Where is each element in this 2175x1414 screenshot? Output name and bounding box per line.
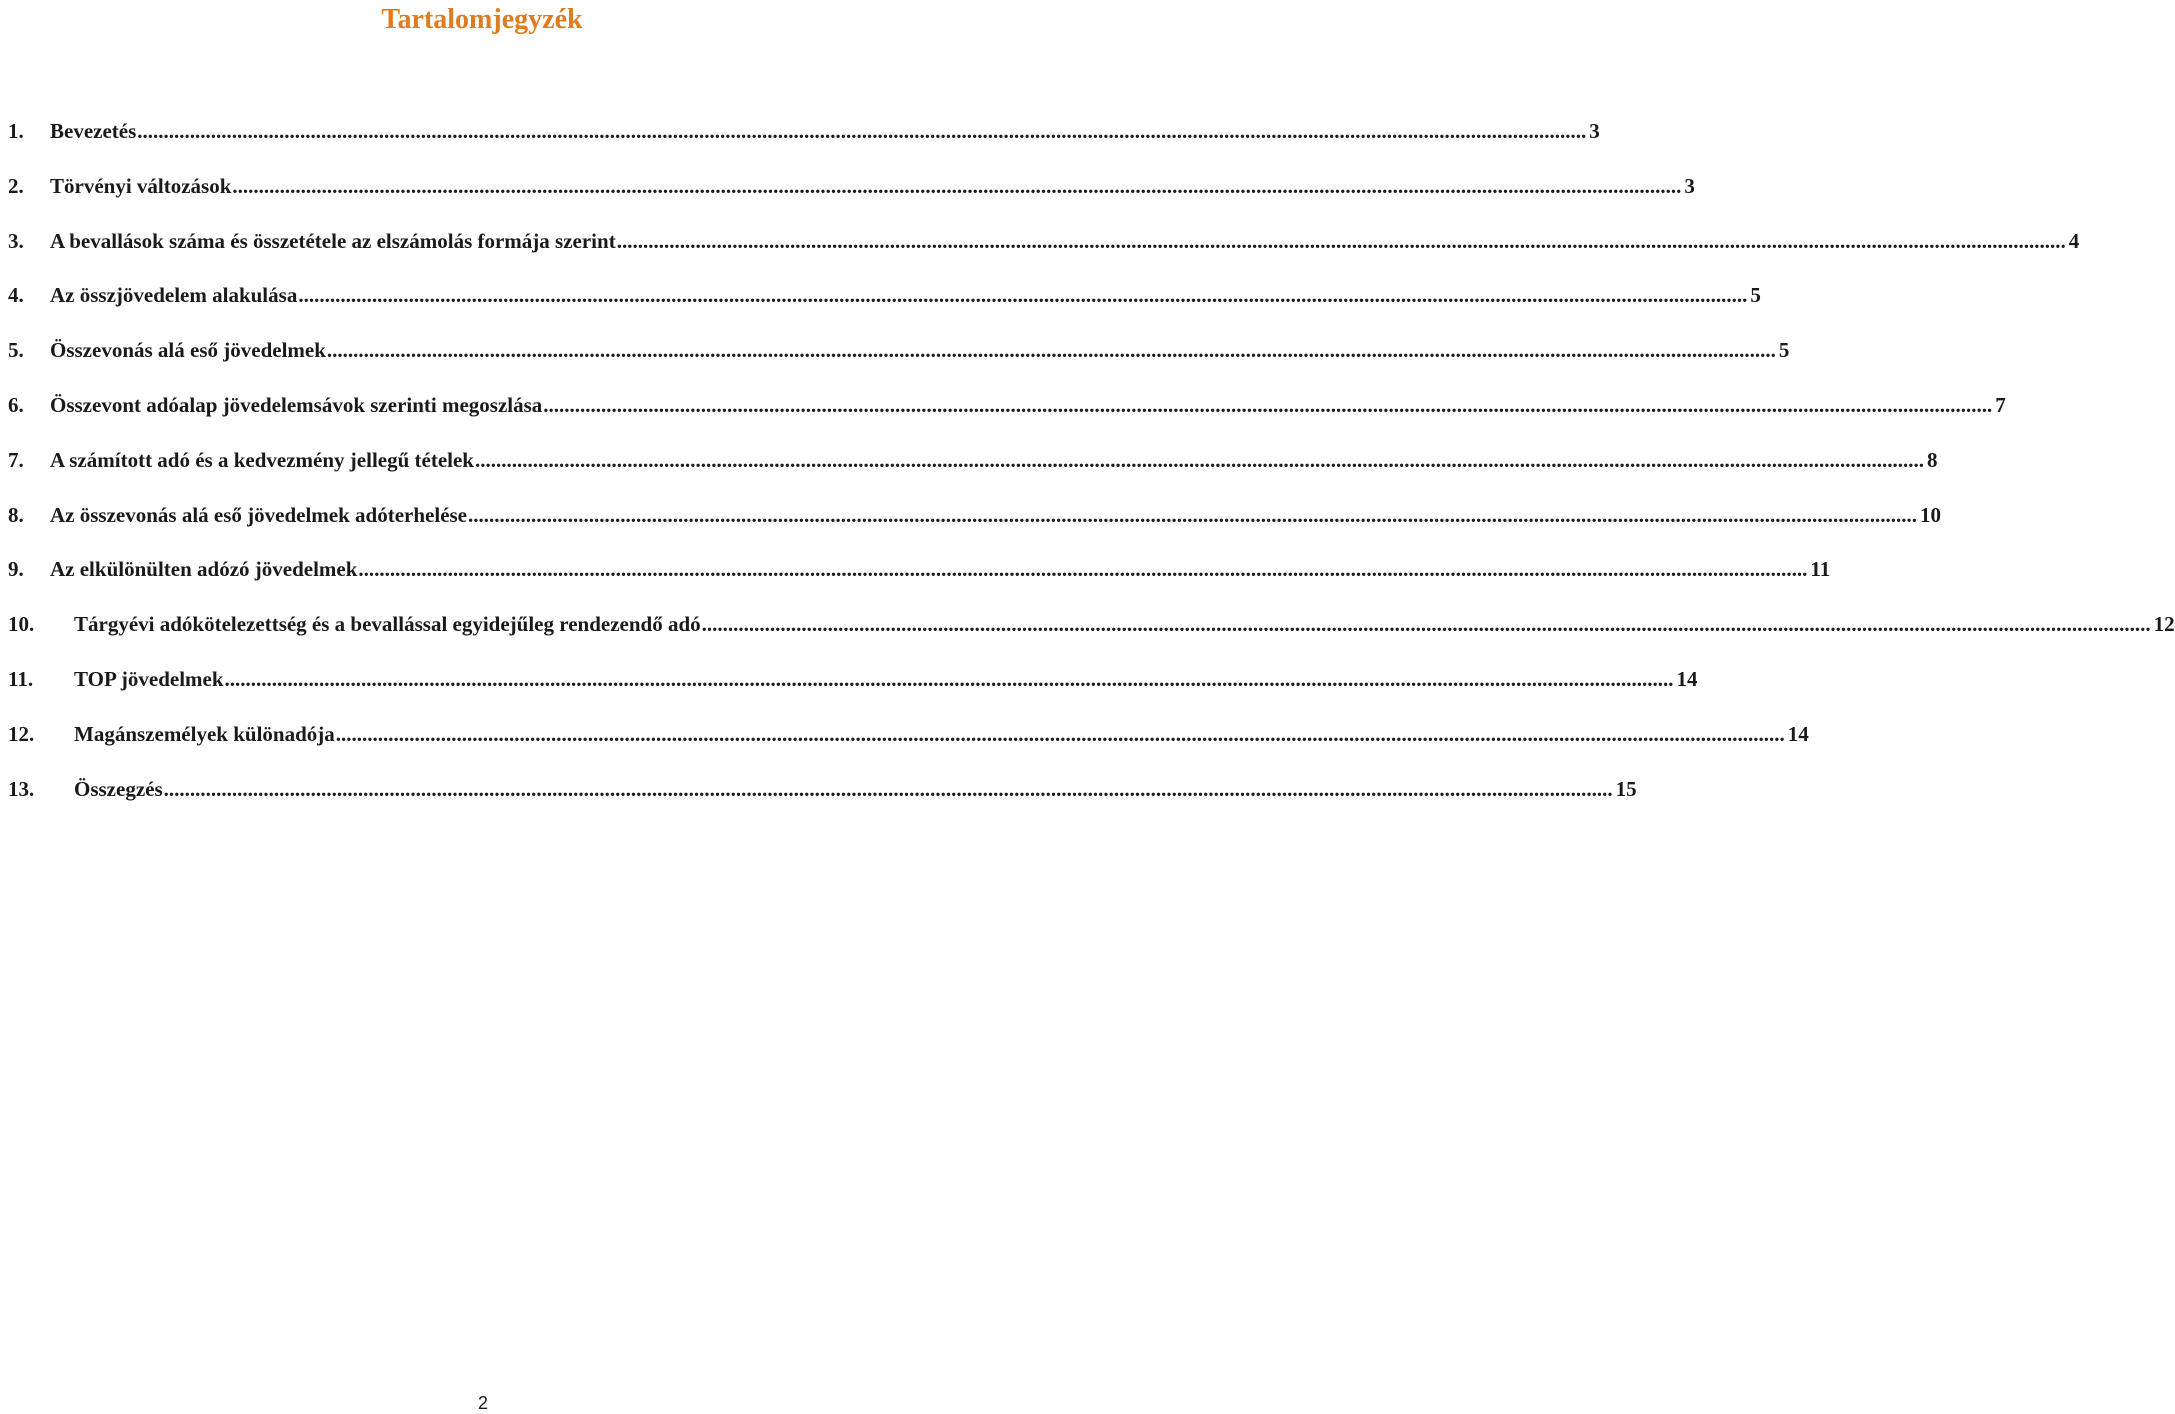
toc-entry-title: Az összevonás alá eső jövedelmek adóterhelése [50,503,468,527]
toc-entry-11[interactable] [8,664,1698,694]
dot-leader [327,335,1776,365]
dot-leader [298,280,1747,310]
dot-leader [164,774,1613,804]
toc-entry-page: 3 [1589,119,1600,143]
toc-entry-number: 10. [8,612,35,636]
dot-leader [232,171,1681,201]
toc-entry-7[interactable] [8,445,1938,475]
toc-entry-title: Tárgyévi adókötelezettség és a bevallással egyidejűleg rendezendő adó [74,612,701,636]
dot-leader [617,226,2066,256]
toc-entry-4[interactable] [8,280,1761,310]
toc-entry-10[interactable] [8,609,2175,639]
toc-entry-title: Az elkülönülten adózó jövedelmek [50,557,358,581]
toc-entry-9[interactable] [8,554,1831,584]
toc-entry-number: 7. [8,448,24,472]
toc-entry-page: 5 [1750,283,1761,307]
dot-leader [358,554,1807,584]
toc-entry-number: 5. [8,338,24,362]
toc-entry-1[interactable] [8,116,1600,146]
toc-entry-13[interactable] [8,774,1637,804]
toc-entry-page: 3 [1684,174,1695,198]
toc-entry-title: TOP jövedelmek [74,667,224,691]
toc-entry-6[interactable] [8,390,2006,420]
toc-entry-page: 4 [2068,229,2080,253]
toc-entry-title: Az összjövedelem alakulása [50,283,298,307]
toc-entry-page: 7 [1995,393,2006,417]
toc-entry-title: A bevallások száma és összetétele az elszámolás formája szerint [50,229,616,253]
toc-entry-page: 10 [1920,503,1942,527]
toc-entry-12[interactable] [8,719,1809,749]
toc-entry-title: A számított adó és a kedvezmény jellegű tételek [50,448,474,472]
toc-entry-title: Összevonás alá eső jövedelmek [50,338,326,362]
dot-leader [468,500,1917,530]
toc-entry-number: 8. [8,503,24,527]
toc-entry-3[interactable] [8,226,2080,256]
toc-entry-title: Törvényi változások [50,174,232,198]
toc-entry-page: 15 [1615,777,1637,801]
toc-entry-number: 4. [8,283,24,307]
toc-entry-page: 12 [2153,612,2175,636]
toc-entry-title: Magánszemélyek különadója [74,722,335,746]
toc-entry-number: 3. [8,229,24,253]
dot-leader [336,719,1785,749]
dot-leader [225,664,1674,694]
toc-entry-page: 8 [1927,448,1938,472]
toc-entry-title: Bevezetés [50,119,137,143]
toc-entry-8[interactable] [8,500,1942,530]
toc-entry-number: 1. [8,119,24,143]
toc-entry-5[interactable] [8,335,1790,365]
toc-entry-page: 14 [1676,667,1698,691]
toc-entry-page: 14 [1787,722,1809,746]
dot-leader [475,445,1924,475]
toc-entry-number: 13. [8,777,35,801]
page-number: 2 [477,1393,488,1413]
toc-entry-2[interactable] [8,171,1695,201]
toc-entry-title: Összevont adóalap jövedelemsávok szerinti megoszlása [50,393,543,417]
toc-heading: Tartalomjegyzék [381,4,583,35]
toc-entry-page: 5 [1778,338,1790,362]
toc-entry-number: 6. [8,393,24,417]
dot-leader [702,609,2151,639]
toc-entry-page: 11 [1810,557,1831,581]
toc-entry-number: 11. [8,667,34,691]
toc-entry-number: 12. [8,722,35,746]
toc-entry-number: 2. [8,174,24,198]
dot-leader [543,390,1992,420]
dot-leader [137,116,1586,146]
toc-entry-number: 9. [8,557,24,581]
toc-entry-title: Összegzés [74,777,163,801]
